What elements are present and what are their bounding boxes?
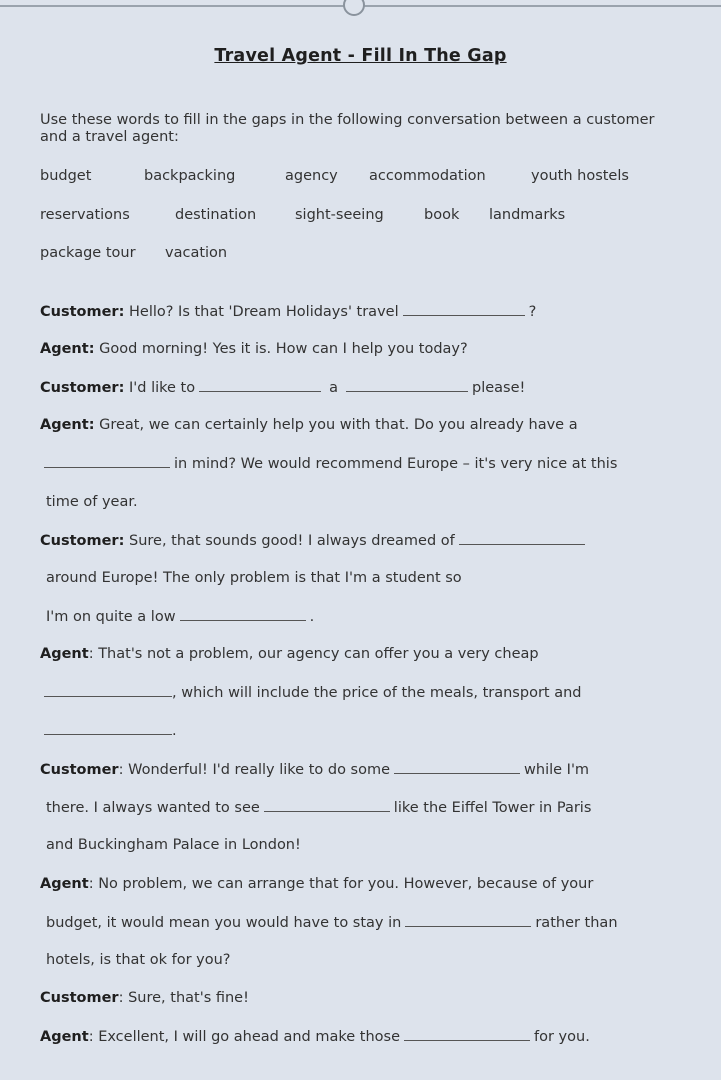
dialogue-text: hotels, is that ok for you? <box>46 952 231 968</box>
dialogue-line <box>44 682 581 702</box>
speaker-label: Customer: <box>40 380 125 396</box>
answer-gap[interactable] <box>394 759 520 774</box>
dialogue-line <box>46 835 301 855</box>
answer-gap[interactable] <box>44 682 172 697</box>
dialogue-line <box>44 453 617 473</box>
word-bank-item: backpacking <box>144 168 236 184</box>
dialogue-text: Sure, that sounds good! I always dreamed of <box>124 533 455 549</box>
dialogue-line <box>40 644 539 664</box>
speaker-label: Agent <box>40 1029 89 1045</box>
speaker-label: Agent: <box>40 417 95 433</box>
word-bank-item: agency <box>285 168 338 184</box>
dialogue-text: I'd like to <box>124 380 196 396</box>
speaker-label: Customer <box>40 990 119 1006</box>
dialogue-line <box>40 1026 590 1046</box>
dialogue-text: : Sure, that's fine! <box>118 990 249 1006</box>
dialogue-line <box>46 797 591 817</box>
dialogue-text: and Buckingham Palace in London! <box>46 837 301 853</box>
dialogue-line <box>46 568 462 588</box>
dialogue-line <box>40 874 593 894</box>
dialogue-text: around Europe! The only problem is that I'm a student so <box>46 570 462 586</box>
speaker-label: Agent <box>40 646 89 662</box>
speaker-label: Agent: <box>40 341 95 357</box>
word-bank-item: accommodation <box>369 168 486 184</box>
dialogue-line <box>46 492 138 512</box>
answer-gap[interactable] <box>346 377 468 392</box>
dialogue-line <box>40 415 578 435</box>
word-bank-item: destination <box>175 207 257 223</box>
word-bank-item: budget <box>40 168 92 184</box>
dialogue-text: : No problem, we can arrange that for you. However, because of your <box>88 876 594 892</box>
dialogue-line <box>46 912 618 932</box>
answer-gap[interactable] <box>459 530 585 545</box>
dialogue-line <box>40 377 525 397</box>
answer-gap[interactable] <box>44 453 170 468</box>
dialogue-text: . <box>309 609 315 625</box>
dialogue-text: budget, it would mean you would have to stay in <box>46 915 402 931</box>
answer-gap[interactable] <box>180 606 306 621</box>
dialogue-line <box>40 759 589 779</box>
dialogue-text: : Excellent, I will go ahead and make those <box>88 1029 400 1045</box>
dialogue-text: I'm on quite a low <box>46 609 176 625</box>
word-bank-item: book <box>424 207 460 223</box>
dialogue-line <box>46 950 230 970</box>
word-bank-item: landmarks <box>489 207 566 223</box>
dialogue-text: please! <box>472 380 526 396</box>
word-bank-item: package tour <box>40 245 136 261</box>
dialogue-line <box>40 988 249 1008</box>
dialogue-text: a <box>329 380 338 396</box>
dialogue-text: , which will include the price of the meals, transport and <box>172 685 582 701</box>
speaker-label: Customer: <box>40 533 125 549</box>
speaker-label: Agent <box>40 876 89 892</box>
answer-gap[interactable] <box>404 1026 530 1041</box>
dialogue-text: Hello? Is that 'Dream Holidays' travel <box>124 304 399 320</box>
dialogue-line <box>40 530 589 550</box>
dialogue-text: there. I always wanted to see <box>46 800 260 816</box>
word-bank-item: vacation <box>165 245 228 261</box>
dialogue-text: rather than <box>535 915 618 931</box>
answer-gap[interactable] <box>264 797 390 812</box>
dialogue-text: in mind? We would recommend Europe – it's very nice at this <box>174 456 618 472</box>
dialogue-text: : Wonderful! I'd really like to do some <box>118 762 391 778</box>
word-bank-item: youth hostels <box>531 168 629 184</box>
dialogue-text: : That's not a problem, our agency can offer you a very cheap <box>88 646 539 662</box>
dialogue-text: while I'm <box>524 762 590 778</box>
answer-gap[interactable] <box>44 720 172 735</box>
dialogue-text: Good morning! Yes it is. How can I help you today? <box>94 341 468 357</box>
dialogue-text: . <box>172 723 177 739</box>
dialogue-text: for you. <box>534 1029 590 1045</box>
top-divider-circle <box>343 0 365 16</box>
answer-gap[interactable] <box>403 301 525 316</box>
dialogue-text: time of year. <box>46 494 138 510</box>
instructions: Use these words to fill in the gaps in the following conversation between a customer and a travel agent: <box>40 112 655 145</box>
dialogue-text: like the Eiffel Tower in Paris <box>393 800 592 816</box>
answer-gap[interactable] <box>199 377 321 392</box>
dialogue-text: ? <box>528 304 537 320</box>
dialogue-line <box>44 720 177 740</box>
speaker-label: Customer <box>40 762 119 778</box>
dialogue-line <box>40 339 468 359</box>
word-bank-item: reservations <box>40 207 130 223</box>
dialogue-line <box>40 301 536 321</box>
page-title: Travel Agent - Fill In The Gap <box>214 46 507 66</box>
speaker-label: Customer: <box>40 304 125 320</box>
dialogue-text: Great, we can certainly help you with that. Do you already have a <box>94 417 578 433</box>
dialogue-line <box>46 606 314 626</box>
answer-gap[interactable] <box>405 912 531 927</box>
word-bank-item: sight-seeing <box>295 207 384 223</box>
